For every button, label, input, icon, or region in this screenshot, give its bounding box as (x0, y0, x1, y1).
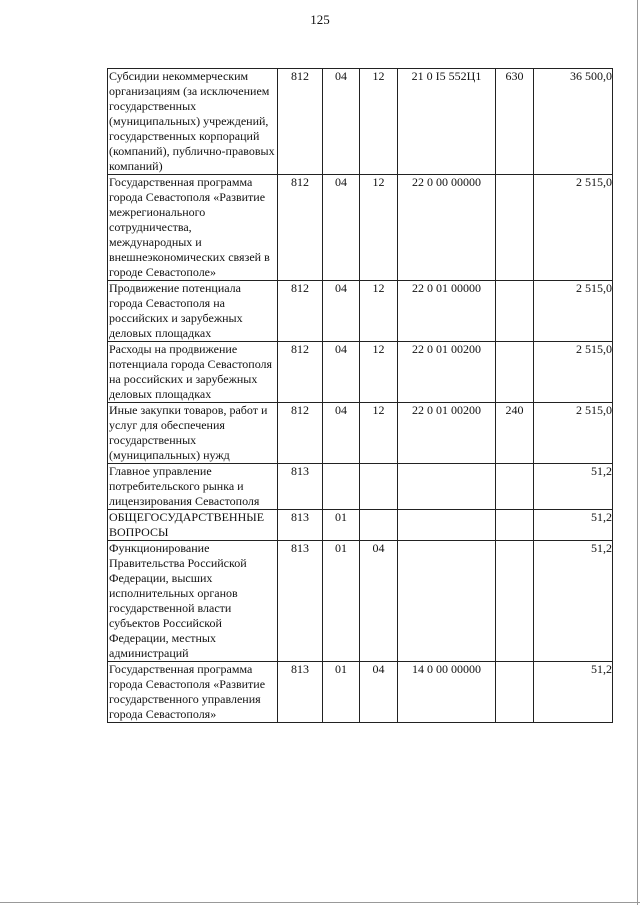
table-row (108, 175, 613, 281)
expense-type-cell (496, 541, 534, 662)
ministry-code-cell: 813 (278, 541, 323, 662)
expense-type-cell (496, 510, 534, 541)
ministry-code-cell: 812 (278, 175, 323, 281)
subsection-code-cell: 12 (360, 175, 398, 281)
subsection-code-cell (360, 464, 398, 510)
expense-name-cell: Расходы на продвижение потенциала города Севастополя на российских и зарубежных деловых площадках (108, 342, 278, 403)
amount-cell: 51,2 (534, 662, 613, 723)
subsection-code-cell: 12 (360, 281, 398, 342)
section-code-cell: 04 (323, 175, 360, 281)
target-article-cell (398, 541, 496, 662)
expense-type-cell (496, 662, 534, 723)
section-code-cell: 01 (323, 541, 360, 662)
ministry-code-cell: 813 (278, 662, 323, 723)
table-row (108, 342, 613, 403)
subsection-code-cell (360, 510, 398, 541)
subsection-code-cell: 12 (360, 69, 398, 175)
expense-type-cell (496, 175, 534, 281)
expense-name-cell: Иные закупки товаров, работ и услуг для обеспечения государственных (муниципальных) нужд (108, 403, 278, 464)
target-article-cell: 14 0 00 00000 (398, 662, 496, 723)
table-row (108, 403, 613, 464)
amount-cell: 2 515,0 (534, 403, 613, 464)
amount-cell: 36 500,0 (534, 69, 613, 175)
amount-cell: 2 515,0 (534, 342, 613, 403)
subsection-code-cell: 12 (360, 403, 398, 464)
scan-edge-line (637, 0, 638, 905)
expense-type-cell (496, 464, 534, 510)
expense-name-cell: Функционирование Правительства Российской Федерации, высших исполнительных органов государственной власти субъектов Российской Федерации, местных администраций (108, 541, 278, 662)
amount-cell: 2 515,0 (534, 175, 613, 281)
target-article-cell: 22 0 00 00000 (398, 175, 496, 281)
section-code-cell: 04 (323, 69, 360, 175)
target-article-cell: 22 0 01 00000 (398, 281, 496, 342)
expense-type-cell: 240 (496, 403, 534, 464)
scan-bottom-line (0, 902, 640, 903)
expense-name-cell: Государственная программа города Севастополя «Развитие межрегионального сотрудничества, международных и внешнеэкономических связей в городе Севастополе» (108, 175, 278, 281)
amount-cell: 51,2 (534, 464, 613, 510)
amount-cell: 51,2 (534, 541, 613, 662)
expense-type-cell: 630 (496, 69, 534, 175)
ministry-code-cell: 812 (278, 69, 323, 175)
expense-type-cell (496, 281, 534, 342)
target-article-cell: 21 0 I5 552Ц1 (398, 69, 496, 175)
section-code-cell: 01 (323, 662, 360, 723)
table-row (108, 541, 613, 662)
expense-name-cell: Субсидии некоммерческим организациям (за исключением государственных (муниципальных) учреждений, государственных корпораций (компаний), публично-правовых компаний) (108, 69, 278, 175)
ministry-code-cell: 812 (278, 403, 323, 464)
expense-name-cell: Продвижение потенциала города Севастополя на российских и зарубежных деловых площадках (108, 281, 278, 342)
expense-type-cell (496, 342, 534, 403)
section-code-cell (323, 464, 360, 510)
table-row (108, 662, 613, 723)
expense-name-cell: Государственная программа города Севастополя «Развитие государственного управления города Севастополя» (108, 662, 278, 723)
subsection-code-cell: 04 (360, 662, 398, 723)
ministry-code-cell: 813 (278, 510, 323, 541)
amount-cell: 2 515,0 (534, 281, 613, 342)
subsection-code-cell: 12 (360, 342, 398, 403)
target-article-cell: 22 0 01 00200 (398, 342, 496, 403)
amount-cell: 51,2 (534, 510, 613, 541)
target-article-cell (398, 510, 496, 541)
expense-name-cell: Главное управление потребительского рынка и лицензирования Севастополя (108, 464, 278, 510)
subsection-code-cell: 04 (360, 541, 398, 662)
table-row (108, 510, 613, 541)
target-article-cell (398, 464, 496, 510)
expense-name-cell: ОБЩЕГОСУДАРСТВЕННЫЕ ВОПРОСЫ (108, 510, 278, 541)
ministry-code-cell: 812 (278, 281, 323, 342)
section-code-cell: 01 (323, 510, 360, 541)
budget-table (107, 68, 613, 723)
page-number: 125 (310, 12, 330, 27)
section-code-cell: 04 (323, 403, 360, 464)
table-row (108, 281, 613, 342)
section-code-cell: 04 (323, 281, 360, 342)
table-row (108, 464, 613, 510)
ministry-code-cell: 813 (278, 464, 323, 510)
ministry-code-cell: 812 (278, 342, 323, 403)
section-code-cell: 04 (323, 342, 360, 403)
table-row (108, 69, 613, 175)
target-article-cell: 22 0 01 00200 (398, 403, 496, 464)
